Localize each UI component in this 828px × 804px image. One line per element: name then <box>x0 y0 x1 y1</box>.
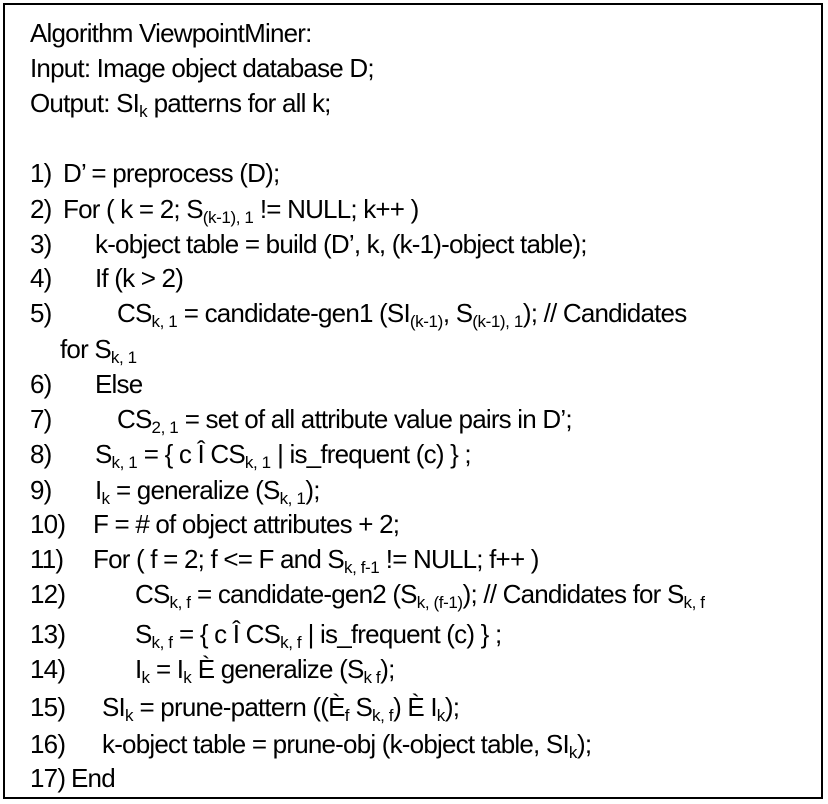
step-5-continued: for $S_{k, 1}$ <box>60 334 137 367</box>
algorithm-title: Algorithm ViewpointMiner: <box>30 18 312 48</box>
algorithm-box <box>3 3 823 799</box>
input-line: Input: Image object database D; <box>30 53 374 83</box>
output-line: Output: $SI_k$ patterns for all k; <box>30 88 331 121</box>
